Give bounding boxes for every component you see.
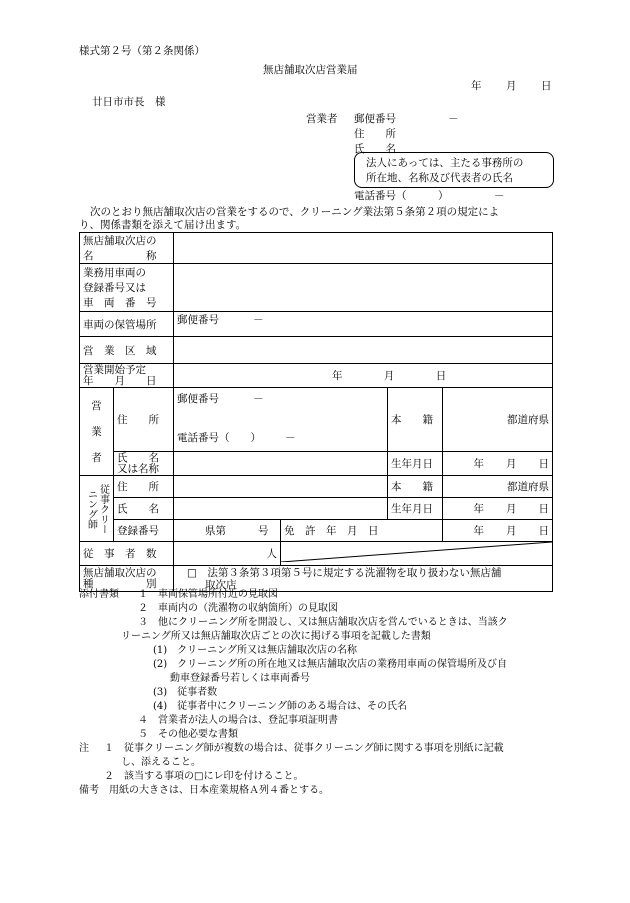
note-1b: し、添えること。 [121,757,201,768]
diagonal-line [281,542,552,562]
workers-count-field[interactable]: 人 [174,542,281,566]
vehicle-number-header: 業務用車両の 登録番号又は 車 両 番 号 [80,264,174,312]
operator-honseki-field[interactable]: 都道府県 [443,388,553,452]
applicant-postal-label: 郵便番号 [354,113,396,125]
worker-honseki-header: 本 籍 [388,476,443,498]
operator-address-field[interactable]: 郵便番号 － 電話番号（ ） － [174,388,388,452]
applicant-name-label: 氏 名 [354,143,396,155]
attachment-item-4: ４ 営業者が法人の場合は、登記事項証明書 [138,715,338,726]
attachment-sub-3: (3) 従事者数 [153,687,218,698]
operator-birth-field[interactable]: 年 月 日 [443,452,553,476]
corp-note-line-2: 所在地、名称及び代表者の氏名 [366,172,513,184]
attachment-item-2: ２ 車両内の（洗濯物の収納箇所）の見取図 [138,603,338,614]
intro-line-1: 次のとおり無店舗取次店の営業をするので、クリーニング業法第５条第２項の規定によ [90,206,500,218]
store-type-header: 無店舗取次店の 種 別 [80,566,174,592]
start-date-header: 営業開始予定 年 月 日 [80,364,174,388]
addressee: 廿日市市長 様 [92,96,166,108]
worker-address-field[interactable] [174,476,388,498]
business-area-field[interactable] [174,337,553,364]
storage-place-header: 車両の保管場所 [80,312,174,337]
workers-count-header: 従 事 者 数 [80,542,174,566]
workers-count-blank [281,542,553,566]
worker-address-header: 住 所 [114,476,174,498]
worker-honseki-field[interactable]: 都道府県 [443,476,553,498]
notification-table [79,232,553,592]
operator-name-field[interactable] [174,452,388,476]
start-date-field[interactable]: 年 月 日 [174,364,553,388]
operator-side-label: 営 業 者 [80,388,114,476]
attachment-sub-2: (2) クリーニング所の所在地又は無店舗取次店の業務用車両の保管場所及び自 [153,659,507,670]
applicant-postal-dash: － [448,113,459,125]
attachment-item-3-cont: リーニング所又は無店舗取次店ごとの次に掲げる事項を記載した書類 [121,631,431,642]
business-area-header: 営 業 区 域 [80,337,174,364]
form-title: 無店舗取次店営業届 [263,64,358,76]
date-day-label: 日 [541,80,552,92]
storage-place-field[interactable]: 郵便番号 － [174,312,553,337]
worker-birth-field[interactable]: 年 月 日 [443,498,553,520]
worker-birth-header: 生年月日 [388,498,443,520]
attachments-label: 添付書類 [79,589,119,600]
worker-reg-header: 登録番号 [114,520,174,542]
store-name-field[interactable] [174,233,553,264]
attachment-item-3: ３ 他にクリーニング所を開設し、又は無店舗取次店を営んでいるときは、当該ク [138,617,508,628]
note-2: ２ 該当する事項の□にレ印を付けること。 [104,771,304,782]
attachment-item-5: ５ その他必要な書類 [138,729,238,740]
form-number: 様式第２号（第２条関係） [79,45,205,57]
note-1a: １ 従事クリーニング師が複数の場合は、従事クリーニング師に関する事項を別紙に記載 [104,743,504,754]
operator-name-header: 氏 名 又は名称 [114,452,174,476]
applicant-phone-label: 電話番号（ ） [354,190,449,202]
worker-side-label: 従事クリーニング師 [80,476,114,542]
operator-birth-header: 生年月日 [388,452,443,476]
worker-name-field[interactable] [174,498,388,520]
operator-address-header: 住 所 [114,388,174,452]
vehicle-number-field[interactable] [174,264,553,312]
applicant-address-label: 住 所 [354,128,396,140]
remark: 備考 用紙の大きさは、日本産業規格Ａ列４番とする。 [79,785,329,796]
attachment-sub-1: (1) クリーニング所又は無店舗取次店の名称 [153,645,357,656]
date-month-label: 月 [506,80,517,92]
attachment-item-1: １ 車両保管場所付近の見取図 [138,589,278,600]
worker-name-header: 氏 名 [114,498,174,520]
license-date-header: 免 許 年 月 日 [281,520,443,542]
store-name-header: 無店舗取次店の 名 称 [80,233,174,264]
applicant-label: 営業者 [306,113,338,125]
operator-honseki-header: 本 籍 [388,388,443,452]
intro-line-2: り、関係書類を添えて届け出ます。 [79,219,247,231]
license-date-field[interactable]: 年 月 日 [443,520,553,542]
attachment-sub-2-cont: 動車登録番号若しくは車両番号 [170,673,310,684]
corp-note-line-1: 法人にあっては、主たる事務所の [366,157,524,169]
worker-reg-field[interactable]: 県第 号 [174,520,281,542]
date-year-label: 年 [471,80,482,92]
store-type-field[interactable]: □ 法第３条第３項第５号に規定する洗濯物を取り扱わない無店舗 取次店 [174,566,553,592]
applicant-phone-dash: － [494,190,505,202]
notes-label: 注 [79,743,89,754]
attachment-sub-4: (4) 従事者中にクリーニング師のある場合は、その氏名 [153,701,407,712]
